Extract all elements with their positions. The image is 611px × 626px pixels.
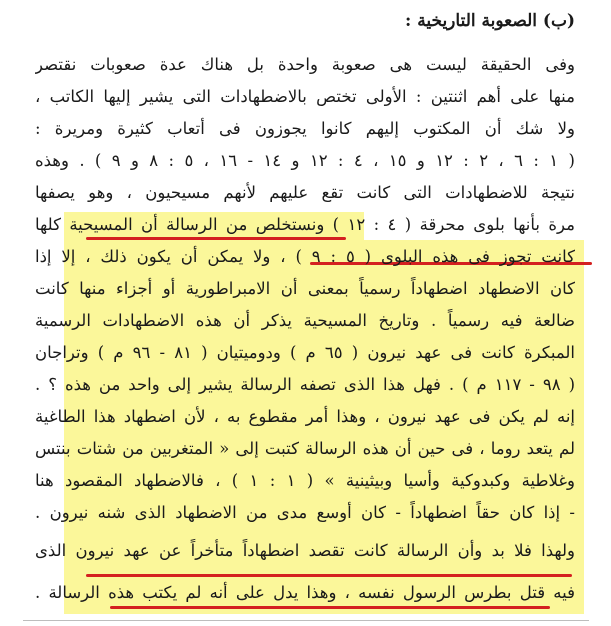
text-line-13: لم يتعد روما ، فى حين أن هذه الرسالة كتبت إلى « المتغربين من شتات بنتس: [35, 439, 575, 458]
text-line-3: ولا شك أن المكتوب إليهم كانوا يجوزون فى أتعاب كثيرة ومريرة :: [35, 119, 575, 138]
text-line-1: وفى الحقيقة ليست هى صعوبة واحدة بل هناك عدة صعوبات نقتصر: [35, 55, 575, 74]
text-line-8: كان الاضطهاد اضطهاداً رسمياً بمعنى أن الامبراطورية أو أجزاء منها كانت: [35, 279, 575, 298]
text-line-5: نتيجة للاضطهادات التى كانت تقع عليهم لأنهم مسيحيون ، وهو يصفها: [35, 183, 575, 202]
text-line-4: ( ١ : ٦ ، ٢ : ١٢ و ١٥ ، ٤ : ١٢ و ١٤ - ١٦ ، ٥ : ٨ و ٩ ) . وهذه: [35, 151, 575, 170]
text-line-14: وغلاطية وكبدوكية وأسيا وبيثينية » ( ١ : ١ ) ، فالاضطهاد المقصود هنا: [35, 471, 575, 490]
text-line-17: فيه قتل بطرس الرسول نفسه ، وهذا يدل على أنه لم يكتب هذه الرسالة .: [35, 583, 575, 602]
text-line-11: ( ٩٨ - ١١٧ م ) . فهل هذا الذى تصفه الرسالة يشير إلى واحد من هذه ؟ .: [35, 375, 575, 394]
text-line-2: منها على أهم اثنتين : الأولى تختص بالاضطهادات التى يشير إليها الكاتب ،: [35, 87, 575, 106]
text-line-16: ولهذا فلا بد وأن الرسالة كانت تقصد اضطهاداً متأخراً عن عهد نيرون الذى: [35, 541, 575, 560]
bottom-divider: [23, 620, 589, 621]
red-underline-3: [86, 574, 572, 577]
text-line-6: مرة بأنها بلوى محرقة ( ٤ : ١٢ ) ونستخلص من الرسالة أن المسيحية كلها: [35, 215, 575, 234]
text-line-15: - إذا كان حقاً اضطهاداً - كان أوسع مدى من الاضطهاد الذى شنه نيرون .: [35, 503, 575, 522]
text-line-9: ضالعة فيه رسمياً . وتاريخ المسيحية يذكر أن هذه الاضطهادات الرسمية: [35, 311, 575, 330]
text-line-12: إنه لم يكن فى عهد نيرون ، وهذا أمر مقطوع به ، لأن اضطهاد هذا الطاغية: [35, 407, 575, 426]
section-heading: (ب) الصعوبة التاريخية :: [405, 11, 575, 31]
text-line-10: المبكرة كانت فى عهد نيرون ( ٦٥ م ) ودوميتيان ( ٨١ - ٩٦ م ) وتراجان: [35, 343, 575, 362]
text-line-7: كانت تجوز فى هذه البلوى ( ٥ : ٩ ) ، ولا يمكن أن يكون ذلك ، إلا إذا: [35, 247, 575, 266]
red-underline-4: [110, 606, 550, 609]
